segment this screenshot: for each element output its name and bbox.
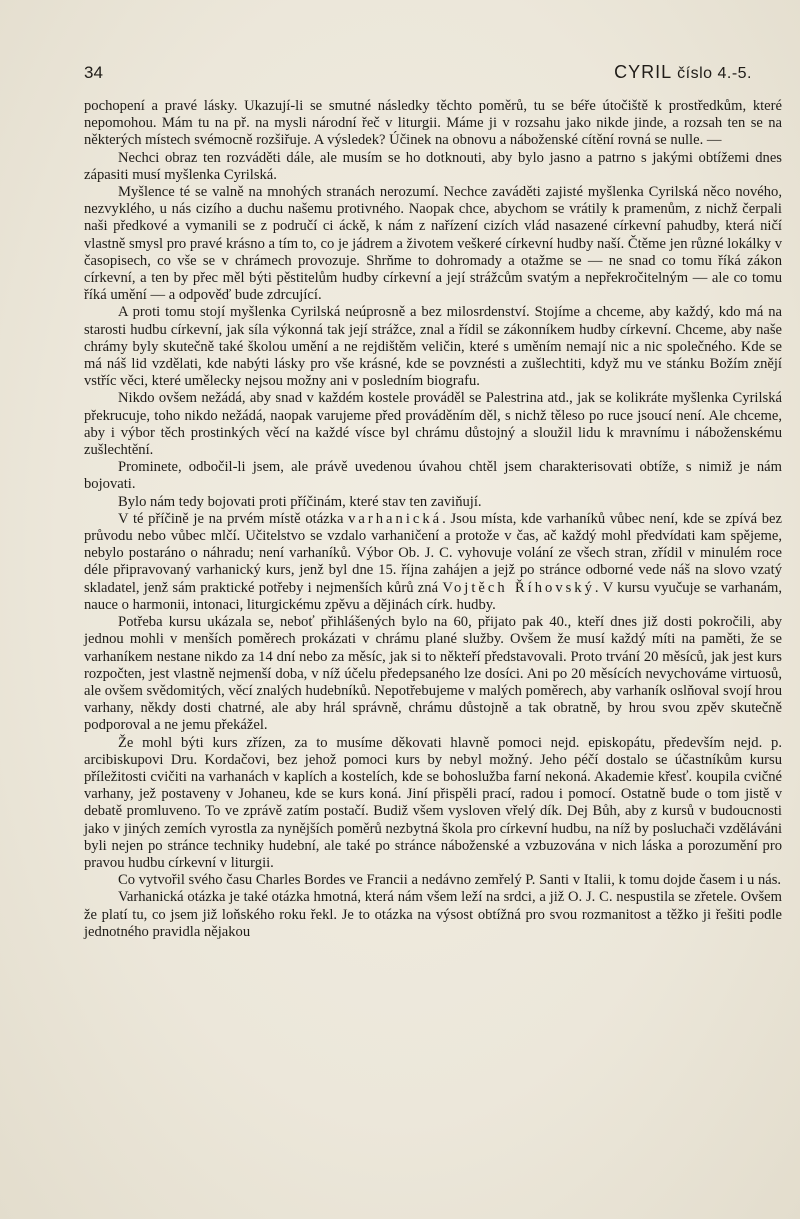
paragraph: Potřeba kursu ukázala se, neboť přihlášených bylo na 60, přijato pak 40., kteří dnes již dosti pokročili, aby jednou mohli v menších poměrech prokázati v chrámu plané služby. Ovšem že musí každý míti na paměti, že se varhaníkem nestane nikdo za 14 dní nebo za měsíc, jak si to někteří představovali. Proto trvání 20 měsíců, jak jest kurs rozpočten, jest vlastně nejmenší doba, v níž účelu předepsaného lze dosíci. Ani po 20 měsících nevychováme virtuosů, ale ovšem svědomitých, věcí znalých hudebníků. Nepotřebujeme v malých poměrech, aby varhaník oslňoval svojí hrou varhany, někdy dosti chatrné, ale aby hrál správně, chrámu důstojně a tak obratně, by hrou svou zpěv skutečně podporoval a ne jemu překážel. bbox=[84, 614, 782, 734]
paragraph: A proti tomu stojí myšlenka Cyrilská neúprosně a bez milosrdenství. Stojíme a chceme, aby každý, kdo má na starosti hudbu církevní, jak síla výkonná tak její strážce, znal a řídil se zákonníkem hudby církevní. Chceme, aby naše chrámy byly skutečně také školou umění a ne rejdištěm veličin, které s uměním nemají nic a nic společného. Kde se má náš lid vzdělati, kde nabýti lásky pro vše krásné, kde se povznésti a zušlechtiti, když mu ve stánku Božím znějí vstříc věci, které umělecky nejsou možny ani v posledním biografu. bbox=[84, 304, 782, 390]
text-run: . Jsou místa, kde varhaníků vůbec není, kde se zpívá bez průvodu nebo vůbec mlčí. Učitelstvo se vzdalo varhaničení a protože v čas, ač každý mohl předvídati kam spějeme, nebylo postaráno o náhradu; není varhaníků. Výbor Ob. J. C. vyhovuje volání ze všech stran, zřídil v minulém roce déle připravovaný varhanický kurs, jenž byl dne 15. října zahájen a jejž po stránce odborné vede náš na slovo vzatý skladatel, jenž sám praktické potřeby i nejmenších kůrů zná bbox=[84, 510, 782, 596]
issue-number: číslo 4.-5. bbox=[677, 65, 752, 82]
journal-title: CYRIL bbox=[614, 62, 673, 82]
running-head bbox=[614, 62, 752, 83]
page-number: 34 bbox=[84, 63, 103, 82]
emphasized-term: varhanická bbox=[348, 510, 443, 527]
text-run: V té příčině je na prvém místě otázka bbox=[118, 510, 349, 527]
paragraph: Nechci obraz ten rozváděti dále, ale musím se ho dotknouti, aby bylo jasno a patrno s jakými obtížemi dnes zápasiti musí myšlenka Cyrilská. bbox=[84, 149, 782, 183]
text-run: . V kursu vyučuje se varhanám, nauce o harmonii, intonaci, liturgickému zpěvu a dějinách círk. hudby. bbox=[84, 579, 782, 613]
page-header bbox=[84, 62, 752, 83]
paragraph: Myšlence té se valně na mnohých stranách nerozumí. Nechce zaváděti zajisté myšlenka Cyrilská něco nového, nezvyklého, u nás cizího a duchu našemu protivného. Naopak chce, abychom se vrátily k pramenům, z nichž čerpali naši předkové a vymanili se z područí ci áckě, k nám z nařízení cizích vlád nasazené církevní pahudby, která ničí vlastně smysl pro pravé krásno a tím to, co je jádrem a životem veškeré církevní hudby naší. Čtěme jen různé lokálky v časopisech, co vše se v chrámech provozuje. Shrňme to dohromady a otažme se — ne snad co tomu říká zákon církevní, a ten by přec měl býti pěstitelům hudby církevní a její strážcům svatým a nepřekročitelným — ale co tomu říká umění — a odpověď bude zdrcující. bbox=[84, 184, 782, 304]
paragraph-organist-question bbox=[84, 511, 782, 614]
paragraph: Prominete, odbočil-li jsem, ale právě uvedenou úvahou chtěl jsem charakterisovati obtíže, s nimiž je nám bojovati. bbox=[84, 459, 782, 493]
paragraph: Nikdo ovšem nežádá, aby snad v každém kostele prováděl se Palestrina atd., jak se kolikráte myšlenka Cyrilská překrucuje, toho nikdo nežádá, naopak varujeme před prováděním děl, s nichž těleso po ruce jsoucí není. Ale chceme, aby i výbor těch prostinkých věcí na každé vísce byl chrámu důstojný a sloužil lidu k mravnímu i náboženskému zušlechtění. bbox=[84, 390, 782, 459]
paragraph: Bylo nám tedy bojovati proti příčinám, které stav ten zaviňují. bbox=[118, 493, 482, 510]
paragraph: Že mohl býti kurs zřízen, za to musíme děkovati hlavně pomoci nejd. episkopátu, především nejd. p. arcibiskupovi Dru. Kordačovi, bez jehož pomoci kurs by nebyl možný. Jeho péčí dostalo se účastníkům kursu příležitosti cvičiti na varhanách v kaplích a kostelích, kde se bohoslužba farní nekoná. Akademie křesť. koupila cvičné varhany, jež postaveny v Johaneu, kde se kurs koná. Jiní přispěli prací, radou i pomocí. Ostatně bude o tom jistě v debatě promluveno. To ve zprávě zatím postačí. Budiž všem vysloven vřelý dík. Dej Bůh, aby z kursů v budoucnosti jako v jiných zemích vyrostla za nynějších poměrů nezbytná škola pro církevní hudbu, na níž by posluchači vzděláváni byli nejen po stránce techniky hudební, ale také po stránce náboženské a vzbuzována v nich láska a porozumění pro pravou hudbu církevní v liturgii. bbox=[84, 734, 782, 871]
article-body bbox=[84, 98, 782, 941]
paragraph: pochopení a pravé lásky. Ukazují-li se smutné následky těchto poměrů, tu se béře útočiště k prostředkům, které nepomohou. Mám tu na př. na mysli národní řeč v liturgii. Máme ji v rozsahu jako nikde jinde, a rozsah ten se na některých místech svémocně rozšiřuje. A výsledek? Účinek na obnovu a náboženské cítění rovná se nulle. — bbox=[84, 98, 782, 149]
paragraph: Varhanická otázka je také otázka hmotná, která nám všem leží na srdci, a již O. J. C. nespustila se zřetele. Ovšem že platí tu, co jsem již loňského roku řekl. Je to otázka na výsost obtížná pro svou rozmanitost a těžko ji řešiti podle jednotného pravidla nějakou bbox=[84, 889, 782, 940]
paragraph: Co vytvořil svého času Charles Bordes ve Francii a nedávno zemřelý P. Santi v Italii, k tomu dojde časem i u nás. bbox=[118, 872, 782, 889]
person-name: Vojtěch Říhovský bbox=[442, 579, 595, 596]
